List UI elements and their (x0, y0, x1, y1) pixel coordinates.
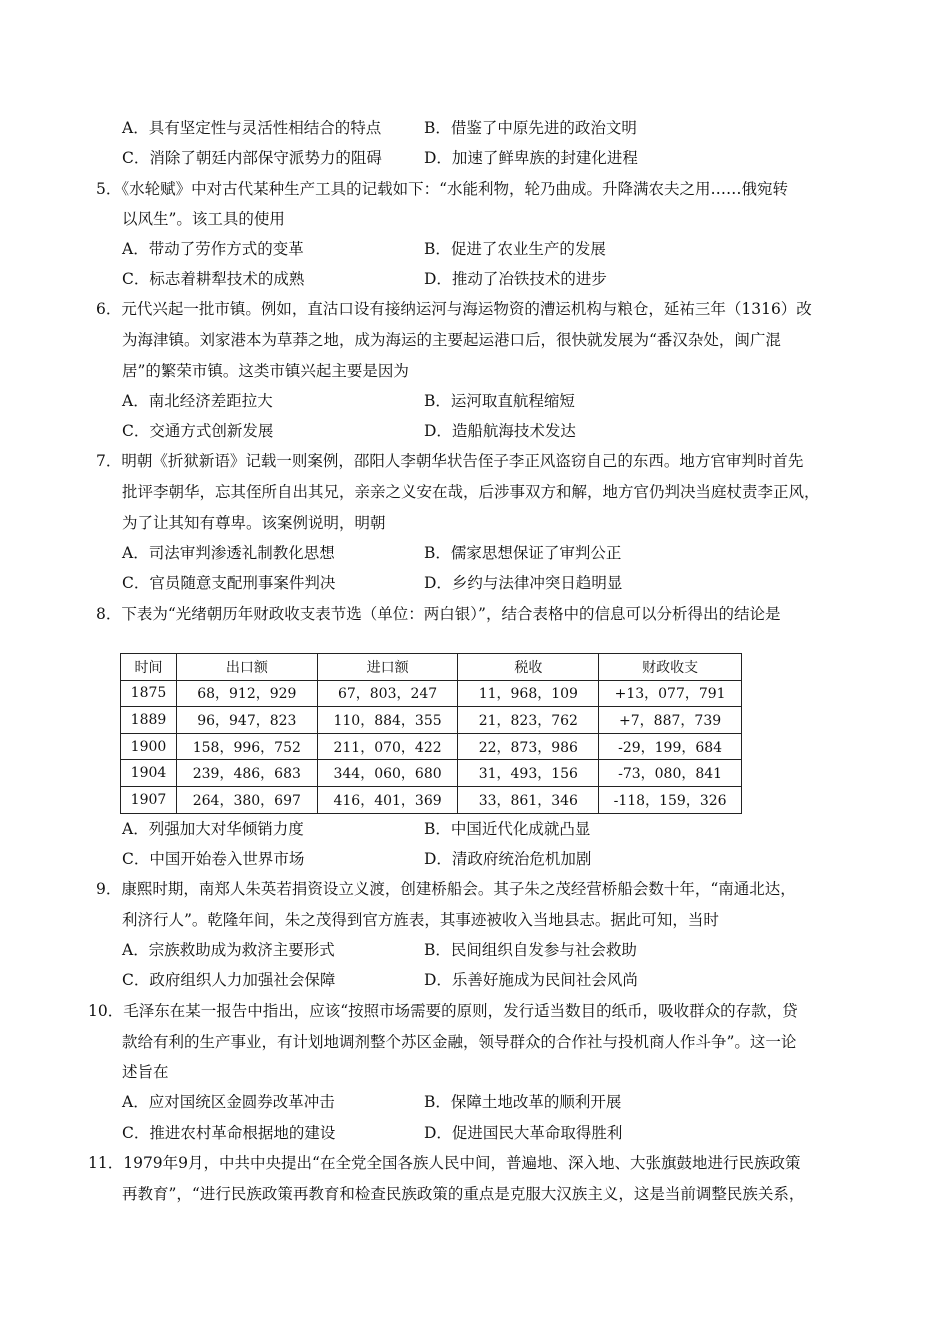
q5-option-d: D．推动了冶铁技术的进步 (424, 270, 607, 288)
q10-stem-line-3: 述旨在 (122, 1063, 169, 1081)
q7-option-b: B．儒家思想保证了审判公正 (424, 544, 622, 562)
q10-option-c: C．推进农村革命根据地的建设 (122, 1124, 336, 1142)
q5-stem-line-1: 5．《水轮赋》中对古代某种生产工具的记载如下：“水能利物，轮乃曲成。升降满农夫之用……俄宛转 (96, 180, 789, 198)
q10-stem-line-1: 10．毛泽东在某一报告中指出，应该“按照市场需要的原则，发行适当数目的纸币，吸收群众的存款，贷 (88, 1002, 798, 1020)
cell-year: 1907 (121, 786, 177, 813)
cell-year: 1900 (121, 733, 177, 760)
cell-import: 211，070，422 (317, 733, 458, 760)
table-header-row (121, 654, 742, 681)
cell-year: 1904 (121, 760, 177, 787)
q8-stem-line-1: 8．下表为“光绪朝历年财政收支表节选（单位：两白银）”，结合表格中的信息可以分析得出的结论是 (96, 605, 781, 623)
q6-option-d: D．造船航海技术发达 (424, 422, 576, 440)
q10-option-d: D．促进国民大革命取得胜利 (424, 1124, 623, 1142)
q9-option-c: C．政府组织人力加强社会保障 (122, 971, 336, 989)
cell-balance: -29，199，684 (599, 733, 742, 760)
table-row (121, 760, 742, 787)
q4-option-c: C．消除了朝廷内部保守派势力的阻碍 (122, 149, 382, 167)
header-tax: 税收 (458, 654, 599, 681)
q4-option-b: B．借鉴了中原先进的政治文明 (424, 119, 637, 137)
q11-stem-line-2: 再教育”，“进行民族政策再教育和检查民族政策的重点是克服大汉族主义，这是当前调整民族关系， (122, 1185, 805, 1203)
cell-balance: -118，159，326 (599, 786, 742, 813)
q9-stem-line-1: 9．康熙时期，南郑人朱英若捐资设立义渡，创建桥船会。其子朱之茂经营桥船会数十年，“南通北达， (96, 880, 796, 898)
cell-import: 344，060，680 (317, 760, 458, 787)
q6-stem-line-2: 为海津镇。刘家港本为草莽之地，成为海运的主要起运港口后，很快就发展为“番汉杂处，闽广混 (122, 331, 781, 349)
q9-option-a: A．宗族救助成为救济主要形式 (122, 941, 335, 959)
q9-option-b: B．民间组织自发参与社会救助 (424, 941, 637, 959)
q7-stem-line-2: 批评李朝华，忘其侄所自出其兄，亲亲之义安在哉，后涉事双方和解，地方官仍判决当庭杖责李正风， (122, 483, 820, 501)
cell-tax: 33，861，346 (458, 786, 599, 813)
q11-stem-line-1: 11．1979年9月，中共中央提出“在全党全国各族人民中间，普遍地、深入地、大张旗鼓地进行民族政策 (88, 1154, 801, 1172)
q6-stem-line-1: 6．元代兴起一批市镇。例如，直沽口设有接纳运河与海运物资的漕运机构与粮仓，延祐三年（1316）改 (96, 300, 812, 318)
table-row (121, 707, 742, 734)
table-row (121, 786, 742, 813)
cell-import: 416，401，369 (317, 786, 458, 813)
q8-option-b: B．中国近代化成就凸显 (424, 820, 591, 838)
cell-tax: 31，493，156 (458, 760, 599, 787)
cell-export: 158，996，752 (176, 733, 317, 760)
q6-option-a: A．南北经济差距拉大 (122, 392, 273, 410)
q5-option-c: C．标志着耕犁技术的成熟 (122, 270, 305, 288)
cell-export: 68，912，929 (176, 680, 317, 707)
q8-option-d: D．清政府统治危机加剧 (424, 850, 592, 868)
table-row (121, 680, 742, 707)
q5-option-a: A．带动了劳作方式的变革 (122, 240, 304, 258)
cell-export: 239，486，683 (176, 760, 317, 787)
q6-option-c: C．交通方式创新发展 (122, 422, 274, 440)
header-export: 出口额 (176, 654, 317, 681)
finance-table (120, 653, 742, 814)
cell-import: 110，884，355 (317, 707, 458, 734)
cell-balance: +7，887，739 (599, 707, 742, 734)
cell-year: 1875 (121, 680, 177, 707)
header-year: 时间 (121, 654, 177, 681)
q7-stem-line-3: 为了让其知有尊卑。该案例说明，明朝 (122, 514, 386, 532)
q7-option-d: D．乡约与法律冲突日趋明显 (424, 574, 623, 592)
q4-option-a: A．具有坚定性与灵活性相结合的特点 (122, 119, 382, 137)
cell-export: 96，947，823 (176, 707, 317, 734)
cell-tax: 11，968，109 (458, 680, 599, 707)
q7-stem-line-1: 7．明朝《折狱新语》记载一则案例，邵阳人李朝华状告侄子李正风盗窃自己的东西。地方官审判时首先 (96, 452, 804, 470)
q9-stem-line-2: 利济行人”。乾隆年间，朱之茂得到官方旌表，其事迹被收入当地县志。据此可知，当时 (122, 911, 719, 929)
q5-stem-line-2: 以风生”。该工具的使用 (122, 210, 285, 228)
q6-option-b: B．运河取直航程缩短 (424, 392, 575, 410)
cell-tax: 21，823，762 (458, 707, 599, 734)
q4-option-d: D．加速了鲜卑族的封建化进程 (424, 149, 638, 167)
q8-option-c: C．中国开始卷入世界市场 (122, 850, 305, 868)
q7-option-c: C．官员随意支配刑事案件判决 (122, 574, 336, 592)
cell-balance: +13，077，791 (599, 680, 742, 707)
q7-option-a: A．司法审判渗透礼制教化思想 (122, 544, 335, 562)
q10-option-b: B．保障土地改革的顺利开展 (424, 1093, 622, 1111)
cell-balance: -73，080，841 (599, 760, 742, 787)
cell-export: 264，380，697 (176, 786, 317, 813)
q6-stem-line-3: 居”的繁荣市镇。这类市镇兴起主要是因为 (122, 362, 409, 380)
header-import: 进口额 (317, 654, 458, 681)
q5-option-b: B．促进了农业生产的发展 (424, 240, 606, 258)
q8-option-a: A．列强加大对华倾销力度 (122, 820, 304, 838)
table-row (121, 733, 742, 760)
header-balance: 财政收支 (599, 654, 742, 681)
cell-tax: 22，873，986 (458, 733, 599, 760)
cell-year: 1889 (121, 707, 177, 734)
q10-stem-line-2: 款给有利的生产事业，有计划地调剂整个苏区金融，领导群众的合作社与投机商人作斗争”。这一论 (122, 1033, 797, 1051)
q10-option-a: A．应对国统区金圆券改革冲击 (122, 1093, 335, 1111)
q9-option-d: D．乐善好施成为民间社会风尚 (424, 971, 638, 989)
cell-import: 67，803，247 (317, 680, 458, 707)
